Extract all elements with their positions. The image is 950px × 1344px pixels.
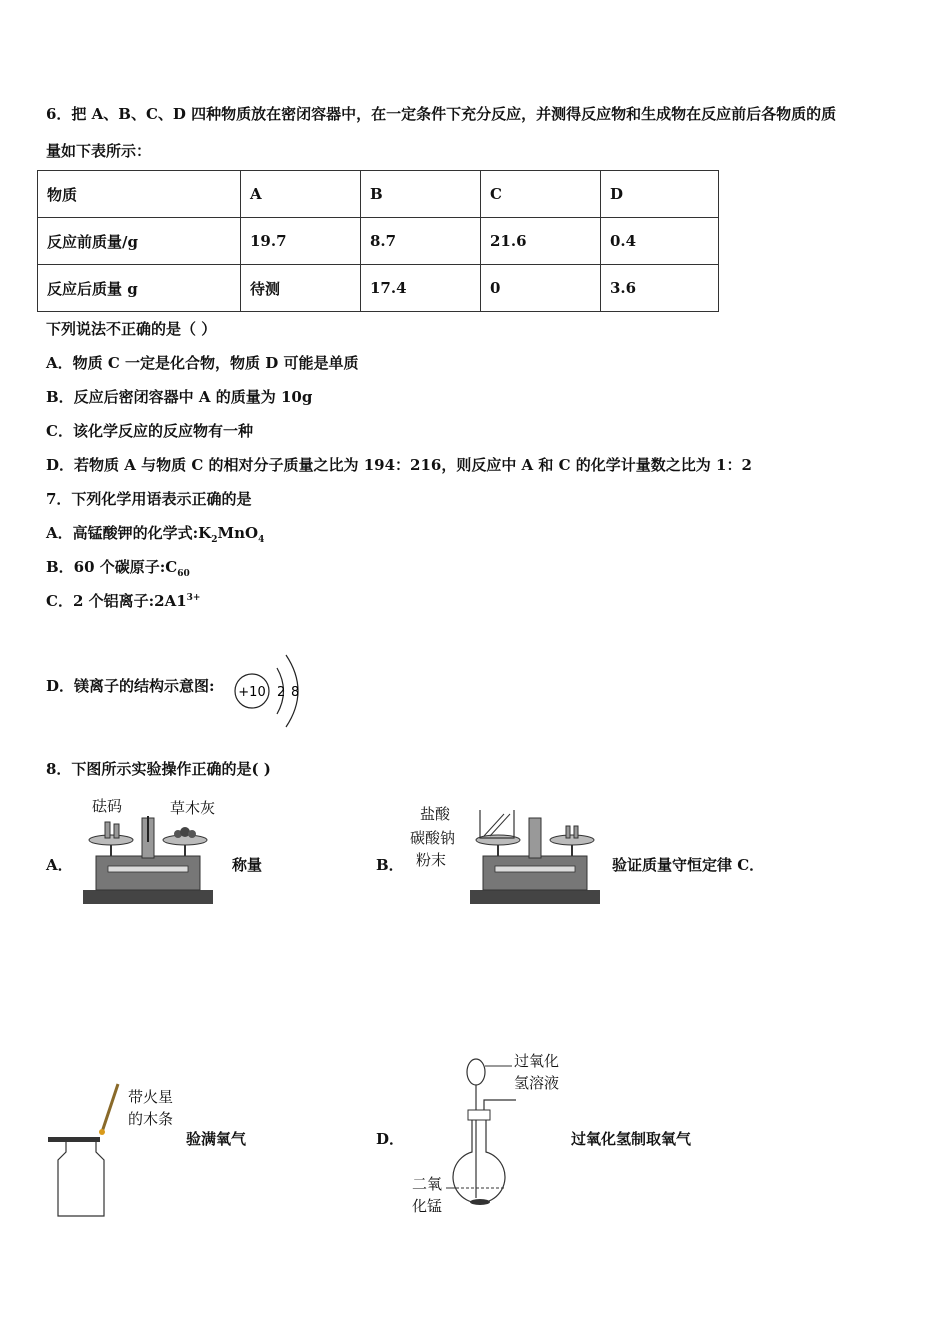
q7-option-a-text: A．高锰酸钾的化学式:K: [46, 524, 212, 542]
balance-pan-right: [550, 835, 594, 845]
q8-a-letter: A．: [46, 856, 73, 874]
ion-structure-diagram: [230, 648, 310, 734]
q8-a-label-ash: 草木灰: [170, 799, 216, 817]
weight-icon: [114, 824, 119, 838]
balance-base: [470, 890, 600, 904]
weight-icon: [566, 826, 570, 838]
balance-scale: [108, 866, 188, 872]
nucleus-charge: +10: [238, 685, 266, 700]
q8-c-caption: 验满氧气: [186, 1130, 247, 1148]
q7-stem: 7．下列化学用语表示正确的是: [46, 490, 252, 508]
superscript: 3+: [186, 593, 201, 603]
table-cell: 19.7: [241, 218, 361, 265]
q8-c-label-splint2: 的木条: [128, 1110, 174, 1128]
stopper: [468, 1110, 490, 1120]
balance-diagram-a: [78, 812, 218, 908]
q6-option-d: D．若物质 A 与物质 C 的相对分子质量之比为 194：216，则反应中 A 和 C 的化学计量数之比为 1：2: [46, 456, 752, 474]
table-cell: 17.4: [361, 265, 481, 312]
flask-apparatus-diagram: [446, 1052, 526, 1216]
q7-option-d: D．镁离子的结构示意图:: [46, 677, 215, 695]
test-tube: [490, 814, 510, 836]
table-cell: D: [601, 171, 719, 218]
q7-option-a: [46, 522, 264, 545]
q8-d-caption: 过氧化氢制取氧气: [571, 1130, 692, 1148]
balance-scale: [495, 866, 575, 872]
q8-d-label-h2o2-2: 氢溶液: [514, 1074, 560, 1092]
subscript: 4: [258, 535, 265, 545]
mno2-powder: [470, 1199, 490, 1205]
q6-prompt: 下列说法不正确的是（ ）: [46, 320, 217, 338]
table-cell: 待测: [241, 265, 361, 312]
q8-stem: 8．下图所示实验操作正确的是( ): [46, 760, 271, 778]
weight-icon: [105, 822, 110, 838]
delivery-tube: [484, 1100, 516, 1110]
q6-stem-line1: 6．把 A、B、C、D 四种物质放在密闭容器中，在一定条件下充分反应，并测得反应物和生成物在反应前后各物质的质: [46, 105, 837, 123]
q6-option-b: B．反应后密闭容器中 A 的质量为 10g: [46, 388, 313, 406]
table-cell: A: [241, 171, 361, 218]
beaker: [480, 810, 514, 838]
q6-mass-table: [37, 170, 719, 312]
q7-option-b: [46, 556, 190, 579]
weight-icon: [574, 826, 578, 838]
shell-electrons: 8: [291, 685, 300, 700]
q8-b-label-powder: 粉末: [416, 851, 447, 869]
q8-c-label-splint1: 带火星: [128, 1088, 174, 1106]
q6-stem-line2: 量如下表所示：: [46, 142, 152, 160]
q8-b-label-carbonate: 碳酸钠: [410, 829, 456, 847]
q8-d-label-mno2-2: 化锰: [412, 1197, 443, 1215]
splint-icon: [102, 1084, 118, 1132]
q7-option-a-formula: MnO: [217, 524, 259, 542]
q6-option-c: C．该化学反应的反应物有一种: [46, 422, 253, 440]
q8-b-caption: 验证质量守恒定律 C．: [612, 856, 765, 874]
q7-option-c-text: C．2 个铝离子:2A1: [46, 592, 187, 610]
funnel-bulb: [467, 1059, 485, 1085]
table-cell: 物质: [38, 171, 241, 218]
table-cell: 0.4: [601, 218, 719, 265]
gas-bottle: [58, 1142, 104, 1216]
q8-a-label-weights: 砝码: [92, 797, 123, 815]
q7-option-b-text: B．60 个碳原子:C: [46, 558, 178, 576]
q7-option-c: [46, 590, 200, 611]
balance-base: [83, 890, 213, 904]
subscript: 2: [211, 535, 218, 545]
gas-bottle-diagram: [46, 1080, 126, 1222]
balance-body: [96, 856, 200, 890]
splint-ember: [99, 1129, 105, 1135]
table-cell: 3.6: [601, 265, 719, 312]
table-row: [38, 265, 719, 312]
q8-b-label-acid: 盐酸: [420, 805, 451, 823]
table-row: [38, 218, 719, 265]
q6-option-a: A．物质 C 一定是化合物，物质 D 可能是单质: [46, 354, 359, 372]
q8-d-label-h2o2-1: 过氧化: [514, 1052, 560, 1070]
table-cell: 反应后质量 g: [38, 265, 241, 312]
table-cell: C: [481, 171, 601, 218]
table-cell: 0: [481, 265, 601, 312]
test-tube: [484, 814, 504, 836]
round-flask: [453, 1120, 505, 1203]
subscript: 60: [177, 569, 190, 579]
table-header-row: [38, 171, 719, 218]
table-cell: 8.7: [361, 218, 481, 265]
table-cell: 反应前质量/g: [38, 218, 241, 265]
q8-a-caption: 称量: [232, 856, 263, 874]
glass-plate: [48, 1137, 100, 1142]
balance-body: [483, 856, 587, 890]
shell-electrons: 2: [277, 685, 286, 700]
ash-pile: [188, 830, 196, 838]
table-cell: B: [361, 171, 481, 218]
q8-d-label-mno2-1: 二氧: [412, 1175, 443, 1193]
balance-diagram-b: [464, 808, 608, 908]
q8-b-letter: B．: [376, 856, 404, 874]
balance-pillar: [529, 818, 541, 858]
balance-pan-left: [89, 835, 133, 845]
q8-d-letter: D．: [376, 1130, 405, 1148]
table-cell: 21.6: [481, 218, 601, 265]
